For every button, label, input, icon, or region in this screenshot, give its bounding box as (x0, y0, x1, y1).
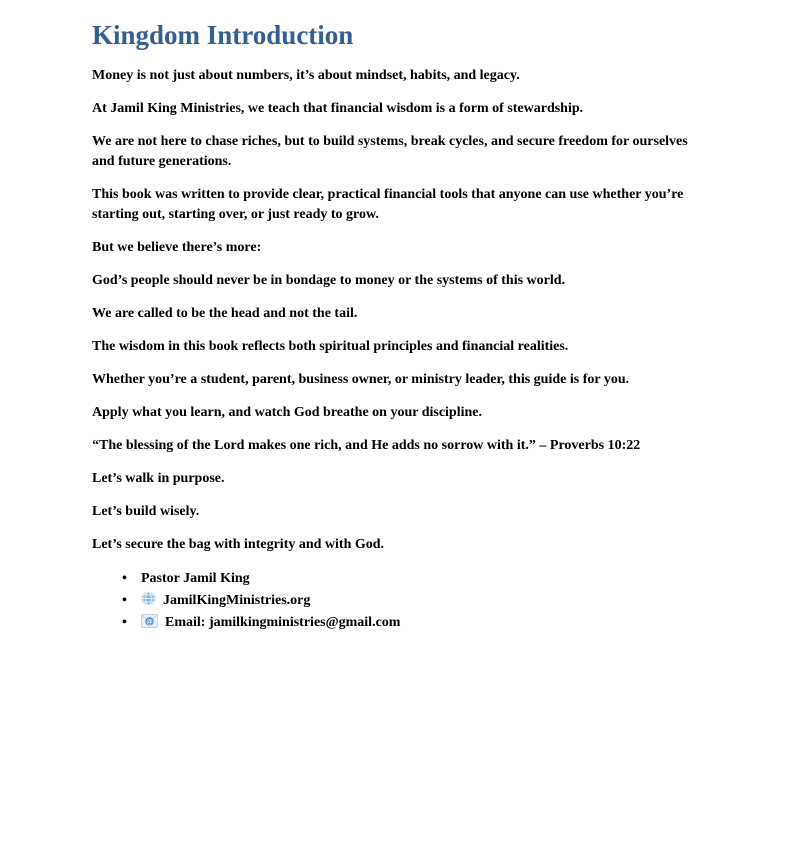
paragraph: The wisdom in this book reflects both spiritual principles and financial realities. (92, 339, 569, 355)
paragraph: God’s people should never be in bondage to money or the systems of this world. (92, 273, 566, 289)
list-item-text: Pastor Jamil King (141, 571, 250, 587)
paragraph: At Jamil King Ministries, we teach that financial wisdom is a form of stewardship. (92, 101, 584, 117)
paragraph: Apply what you learn, and watch God breathe on your discipline. (92, 405, 482, 421)
paragraph: “The blessing of the Lord makes one rich, and He adds no sorrow with it.” – Proverbs 10:22 (92, 438, 641, 454)
list-item-text: Email: jamilkingministries@gmail.com (165, 615, 401, 631)
paragraph: But we believe there’s more: (92, 240, 262, 256)
contact-bullet-list (92, 568, 712, 634)
list-item (122, 590, 712, 612)
paragraph: Let’s walk in purpose. (92, 471, 225, 487)
paragraph: Let’s secure the bag with integrity and with God. (92, 537, 385, 553)
list-item-text: JamilKingMinistries.org (163, 593, 311, 609)
svg-text:@: • @ (146, 617, 153, 626)
paragraph: Money is not just about numbers, it’s about mindset, habits, and legacy. (92, 68, 520, 84)
paragraph: We are not here to chase riches, but to build systems, break cycles, and secure freedom for ourselves and future generations. (92, 134, 688, 170)
paragraph: This book was written to provide clear, practical financial tools that anyone can use whether you’re starting out, starting over, or just ready to grow. (92, 187, 684, 223)
document-body (92, 66, 712, 555)
paragraph: We are called to be the head and not the tail. (92, 306, 358, 322)
paragraph: Let’s build wisely. (92, 504, 200, 520)
list-item (122, 568, 712, 590)
globe-icon (141, 591, 156, 606)
paragraph: Whether you’re a student, parent, business owner, or ministry leader, this guide is for you. (92, 372, 630, 388)
list-item (122, 612, 712, 634)
email-icon (141, 614, 158, 628)
page-title: Kingdom Introduction (92, 20, 354, 50)
